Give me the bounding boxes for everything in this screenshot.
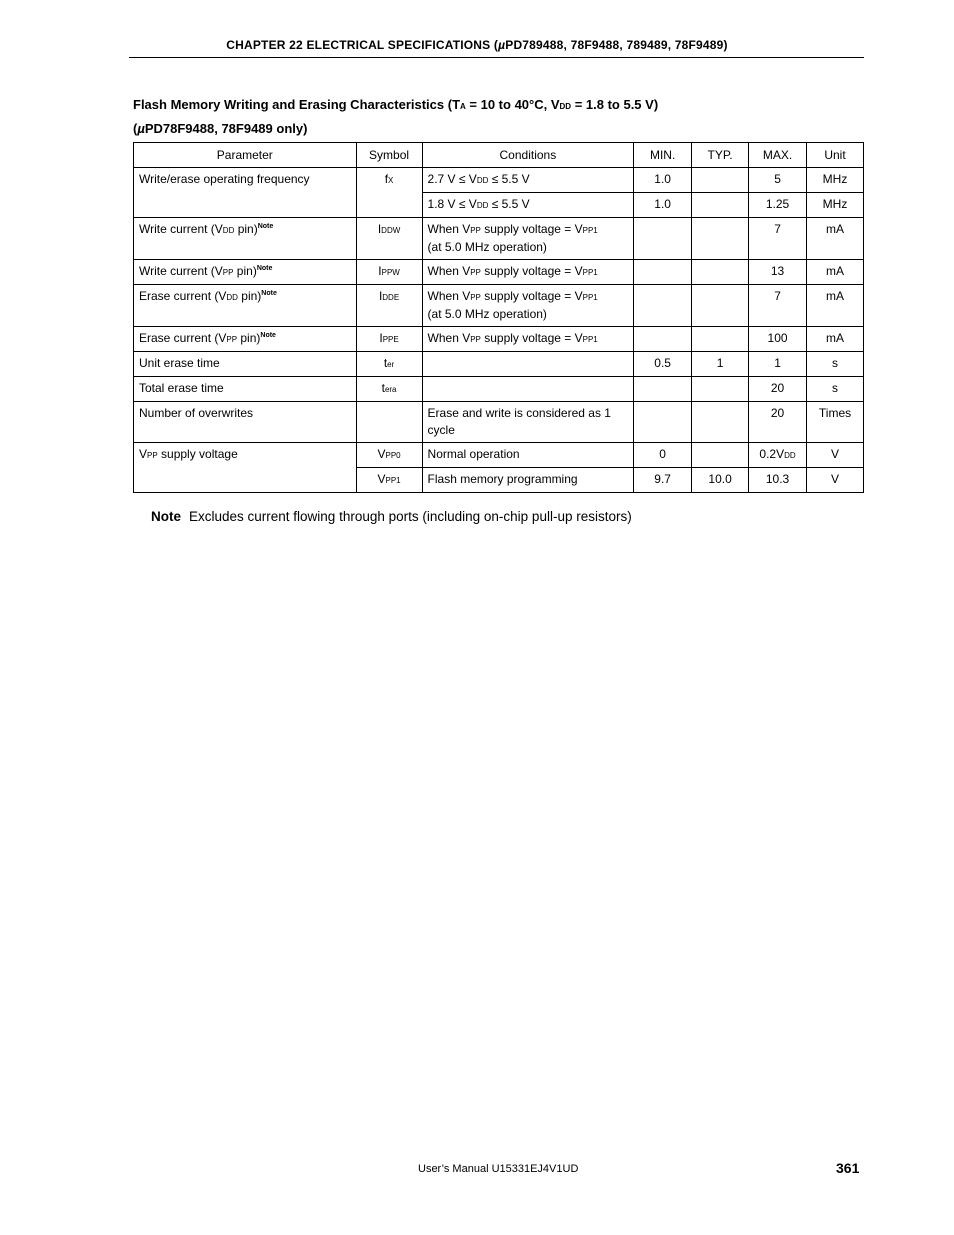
min-cell: 0.5 bbox=[634, 352, 692, 377]
symbol-cell: IDDW bbox=[356, 218, 422, 260]
max-cell: 0.2VDD bbox=[749, 443, 807, 468]
unit-cell: mA bbox=[807, 285, 864, 327]
condition-cell: When VPP supply voltage = VPP1 (at 5.0 MHz operation) bbox=[422, 285, 634, 327]
footnote-text: Excludes current flowing through ports (including on-chip pull-up resistors) bbox=[189, 509, 632, 524]
symbol-cell: tera bbox=[356, 377, 422, 402]
table-header-row bbox=[134, 143, 864, 168]
footnote bbox=[151, 509, 632, 524]
col-header-min: MIN. bbox=[634, 143, 692, 168]
typ-cell bbox=[692, 377, 749, 402]
col-header-unit: Unit bbox=[807, 143, 864, 168]
min-cell bbox=[634, 218, 692, 260]
table-row bbox=[134, 260, 864, 285]
col-header-conditions: Conditions bbox=[422, 143, 634, 168]
max-cell: 100 bbox=[749, 327, 807, 352]
condition-cell: Erase and write is considered as 1 cycle bbox=[422, 402, 634, 443]
table-row bbox=[134, 327, 864, 352]
condition-cell bbox=[422, 352, 634, 377]
chapter-header: CHAPTER 22 ELECTRICAL SPECIFICATIONS (µPD789488, 78F9488, 789489, 78F9489) bbox=[226, 38, 728, 52]
param-cell: VPP supply voltage bbox=[134, 443, 357, 493]
max-cell: 1.25 bbox=[749, 193, 807, 218]
col-header-max: MAX. bbox=[749, 143, 807, 168]
typ-cell bbox=[692, 327, 749, 352]
typ-cell bbox=[692, 443, 749, 468]
param-cell: Number of overwrites bbox=[134, 402, 357, 443]
symbol-cell: ter bbox=[356, 352, 422, 377]
max-cell: 7 bbox=[749, 218, 807, 260]
max-cell: 20 bbox=[749, 402, 807, 443]
table-row bbox=[134, 285, 864, 327]
unit-cell: s bbox=[807, 377, 864, 402]
table-row bbox=[134, 168, 864, 193]
condition-cell: 1.8 V ≤ VDD ≤ 5.5 V bbox=[422, 193, 634, 218]
typ-cell: 10.0 bbox=[692, 468, 749, 493]
min-cell: 0 bbox=[634, 443, 692, 468]
section-title bbox=[133, 94, 658, 140]
typ-cell bbox=[692, 402, 749, 443]
typ-cell bbox=[692, 218, 749, 260]
param-cell: Total erase time bbox=[134, 377, 357, 402]
unit-cell: mA bbox=[807, 218, 864, 260]
param-cell: Erase current (VPP pin)$^{Note}$ bbox=[134, 327, 357, 352]
footnote-label: Note bbox=[151, 509, 181, 524]
header-rule bbox=[129, 57, 864, 58]
table-row bbox=[134, 218, 864, 260]
min-cell: 1.0 bbox=[634, 168, 692, 193]
condition-cell: When VPP supply voltage = VPP1 (at 5.0 MHz operation) bbox=[422, 218, 634, 260]
unit-cell: V bbox=[807, 468, 864, 493]
unit-cell: MHz bbox=[807, 168, 864, 193]
param-cell: Erase current (VDD pin)$^{Note}$ bbox=[134, 285, 357, 327]
symbol-cell: VPP0 bbox=[356, 443, 422, 468]
min-cell bbox=[634, 285, 692, 327]
typ-cell bbox=[692, 168, 749, 193]
note-mark: Note bbox=[257, 223, 274, 230]
symbol-cell: VPP1 bbox=[356, 468, 422, 493]
title-line-2: (µPD78F9488, 78F9489 only) bbox=[133, 121, 308, 136]
manual-footer: User’s Manual U15331EJ4V1UD bbox=[418, 1163, 579, 1175]
typ-cell bbox=[692, 260, 749, 285]
unit-cell: V bbox=[807, 443, 864, 468]
symbol-cell: fX bbox=[356, 168, 422, 218]
note-mark: Note bbox=[256, 265, 273, 272]
table-row bbox=[134, 377, 864, 402]
col-header-typ: TYP. bbox=[692, 143, 749, 168]
condition-cell: 2.7 V ≤ VDD ≤ 5.5 V bbox=[422, 168, 634, 193]
unit-cell: s bbox=[807, 352, 864, 377]
symbol-cell: IPPW bbox=[356, 260, 422, 285]
title-line-1: Flash Memory Writing and Erasing Characteristics (TA = 10 to 40°C, VDD = 1.8 to 5.5 V) bbox=[133, 97, 659, 112]
min-cell: 1.0 bbox=[634, 193, 692, 218]
min-cell: 9.7 bbox=[634, 468, 692, 493]
max-cell: 10.3 bbox=[749, 468, 807, 493]
note-mark: Note bbox=[260, 332, 276, 339]
note-mark: Note bbox=[261, 290, 277, 297]
condition-cell: Flash memory programming bbox=[422, 468, 634, 493]
symbol-cell bbox=[356, 402, 422, 443]
table-row bbox=[134, 443, 864, 468]
min-cell bbox=[634, 260, 692, 285]
typ-cell bbox=[692, 193, 749, 218]
param-cell: Write current (VPP pin)$^{Note}$ bbox=[134, 260, 357, 285]
symbol-cell: IPPE bbox=[356, 327, 422, 352]
param-cell: Write/erase operating frequency bbox=[134, 168, 357, 218]
symbol-cell: IDDE bbox=[356, 285, 422, 327]
condition-cell: Normal operation bbox=[422, 443, 634, 468]
col-header-symbol: Symbol bbox=[356, 143, 422, 168]
condition-cell bbox=[422, 377, 634, 402]
unit-cell: MHz bbox=[807, 193, 864, 218]
table-row bbox=[134, 352, 864, 377]
typ-cell: 1 bbox=[692, 352, 749, 377]
param-cell: Write current (VDD pin)$^{Note}$ bbox=[134, 218, 357, 260]
max-cell: 13 bbox=[749, 260, 807, 285]
unit-cell: mA bbox=[807, 327, 864, 352]
unit-cell: mA bbox=[807, 260, 864, 285]
col-header-parameter: Parameter bbox=[134, 143, 357, 168]
min-cell bbox=[634, 377, 692, 402]
unit-cell: Times bbox=[807, 402, 864, 443]
param-cell: Unit erase time bbox=[134, 352, 357, 377]
min-cell bbox=[634, 327, 692, 352]
typ-cell bbox=[692, 285, 749, 327]
max-cell: 7 bbox=[749, 285, 807, 327]
max-cell: 20 bbox=[749, 377, 807, 402]
condition-cell: When VPP supply voltage = VPP1 bbox=[422, 260, 634, 285]
condition-cell: When VPP supply voltage = VPP1 bbox=[422, 327, 634, 352]
max-cell: 5 bbox=[749, 168, 807, 193]
table-row bbox=[134, 402, 864, 443]
flash-characteristics-table bbox=[133, 142, 864, 493]
min-cell bbox=[634, 402, 692, 443]
page-number: 361 bbox=[836, 1160, 860, 1176]
max-cell: 1 bbox=[749, 352, 807, 377]
